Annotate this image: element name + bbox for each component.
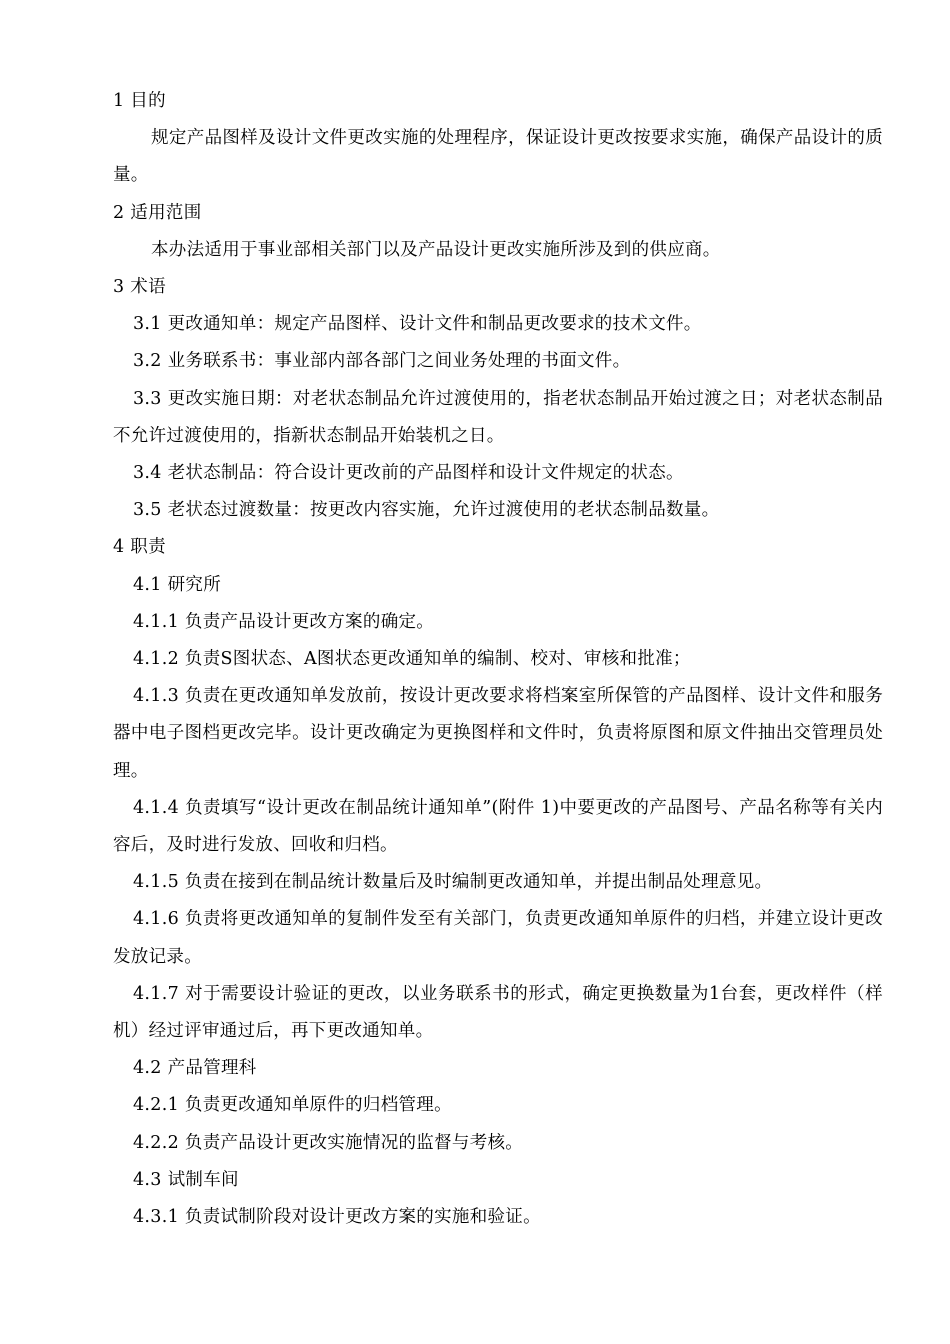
document-page xyxy=(113,83,883,1236)
section-heading-4: 4 职责 xyxy=(113,537,166,558)
section-2-body: 本办法适用于事业部相关部门以及产品设计更改实施所涉及到的供应商。 xyxy=(151,239,721,260)
clause-3-3: 3.3 更改实施日期：对老状态制品允许过渡使用的，指老状态制品开始过渡之日；对老状态制品不允许过渡使用的，指新状态制品开始装机之日。 xyxy=(113,388,883,446)
clause-3-1: 3.1 更改通知单：规定产品图样、设计文件和制品更改要求的技术文件。 xyxy=(133,314,702,335)
clause-4-1-4: 4.1.4 负责填写“设计更改在制品统计通知单”(附件 1)中要更改的产品图号、产品名称等有关内容后，及时进行发放、回收和归档。 xyxy=(113,797,883,856)
section-heading-1: 1 目的 xyxy=(113,91,166,111)
clause-3-5: 3.5 老状态过渡数量：按更改内容实施，允许过渡使用的老状态制品数量。 xyxy=(133,500,720,521)
clause-4-3-1: 4.3.1 负责试制阶段对设计更改方案的实施和验证。 xyxy=(133,1207,541,1228)
clause-4-1-5: 4.1.5 负责在接到在制品统计数量后及时编制更改通知单，并提出制品处理意见。 xyxy=(133,872,773,893)
subsection-4-3: 4.3 试制车间 xyxy=(133,1169,239,1190)
subsection-4-1: 4.1 研究所 xyxy=(133,574,221,595)
clause-4-2-2: 4.2.2 负责产品设计更改实施情况的监督与考核。 xyxy=(133,1132,524,1153)
section-heading-2: 2 适用范围 xyxy=(113,202,202,223)
clause-4-2-1: 4.2.1 负责更改通知单原件的归档管理。 xyxy=(133,1095,452,1116)
subsection-4-2: 4.2 产品管理科 xyxy=(133,1058,257,1079)
clause-4-1-2: 4.1.2 负责S图状态、A图状态更改通知单的编制、校对、审核和批准； xyxy=(133,649,691,670)
clause-3-4: 3.4 老状态制品：符合设计更改前的产品图样和设计文件规定的状态。 xyxy=(133,463,684,484)
clause-4-1-1: 4.1.1 负责产品设计更改方案的确定。 xyxy=(133,611,435,632)
clause-3-2: 3.2 业务联系书：事业部内部各部门之间业务处理的书面文件。 xyxy=(133,351,631,372)
section-heading-3: 3 术语 xyxy=(113,277,166,298)
section-1-body: 规定产品图样及设计文件更改实施的处理程序，保证设计更改按要求实施，确保产品设计的质量。 xyxy=(113,128,883,186)
clause-4-1-7: 4.1.7 对于需要设计验证的更改，以业务联系书的形式，确定更换数量为1台套，更改样件（样机）经过评审通过后，再下更改通知单。 xyxy=(113,983,883,1042)
clause-4-1-3: 4.1.3 负责在更改通知单发放前，按设计更改要求将档案室所保管的产品图样、设计文件和服务器中电子图档更改完毕。设计更改确定为更换图样和文件时，负责将原图和原文件抽出交管理员处理。 xyxy=(113,686,883,781)
clause-4-1-6: 4.1.6 负责将更改通知单的复制件发至有关部门，负责更改通知单原件的归档，并建立设计更改发放记录。 xyxy=(113,909,883,967)
